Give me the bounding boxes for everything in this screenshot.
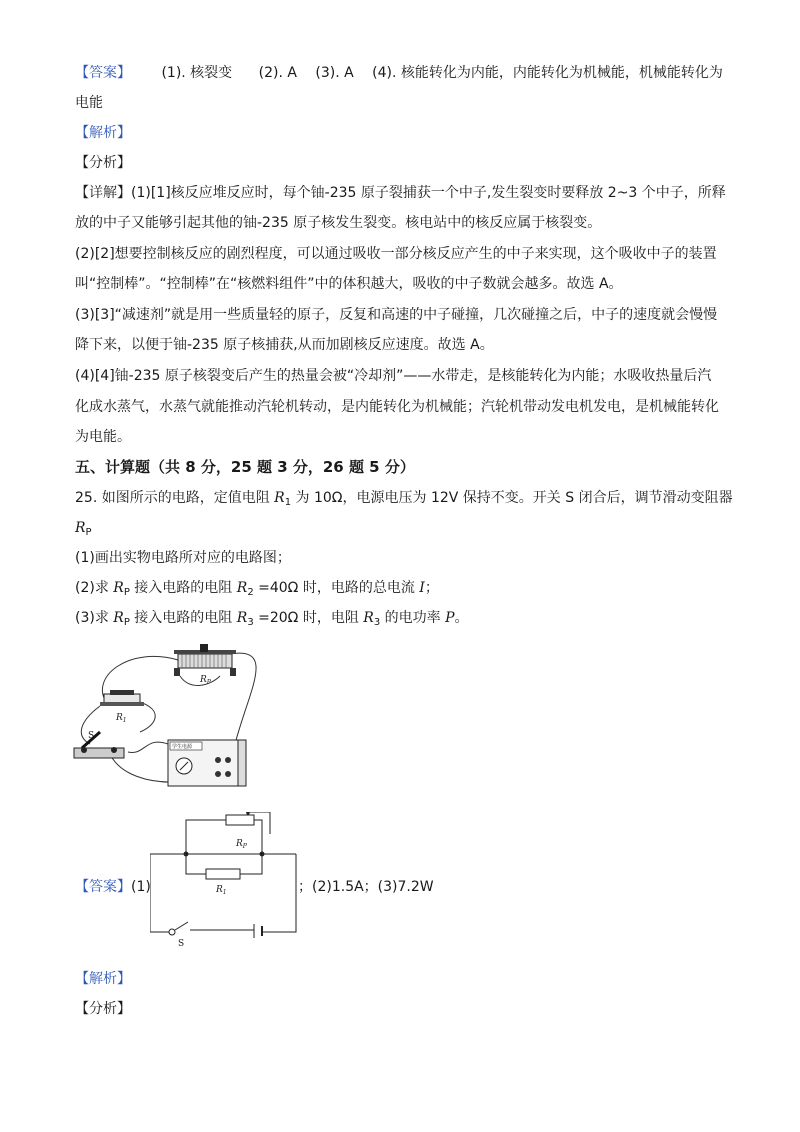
p3-c: =20Ω 时，电阻	[253, 610, 364, 626]
switch-symbol	[169, 929, 175, 935]
var-r: R	[363, 610, 374, 626]
analysis-tag-2: 【解析】	[75, 971, 131, 987]
var-r: R	[236, 580, 248, 596]
detail-line-6: 降下来，以便于铀-235 原子核捕获,从而加剧核反应速度。故选 A。	[75, 337, 494, 353]
p3-d: 的电功率	[380, 610, 446, 626]
detail-line-5: (3)[3]“减速剂”就是用一些质量轻的原子，反复和高速的中子碰撞，几次碰撞之后，中子的速度就会慢慢	[75, 307, 718, 323]
answer-4: (4). 核能转化为内能，内能转化为机械能，机械能转化为	[372, 65, 723, 81]
detail-line-7: (4)[4]铀-235 原子核裂变后产生的热量会被“冷却剂”——水带走，是核能转化为内能；水吸收热量后汽	[75, 368, 712, 384]
circuit-schematic	[150, 812, 298, 948]
s-label: S	[178, 939, 185, 948]
stem-text: 25. 如图所示的电路，定值电阻	[75, 490, 275, 506]
question-part-2	[75, 577, 735, 604]
answer-tag: 【答案】	[75, 65, 131, 81]
s-label: S	[88, 731, 95, 741]
detail-line-1	[75, 182, 735, 204]
var-i: I	[419, 580, 425, 596]
physical-circuit-figure	[70, 636, 310, 792]
p2-c: =40Ω 时，电路的总电流	[253, 580, 420, 596]
wire	[140, 702, 155, 732]
var-rp: R	[75, 520, 86, 536]
detail-line-8: 化成水蒸气，水蒸气就能推动汽轮机转动，是内能转化为机械能；汽轮机带动发电机发电，是机械能转化	[75, 399, 719, 415]
wire	[128, 742, 168, 752]
detail-line-9: 为电能。	[75, 429, 131, 445]
var-rp: R	[113, 580, 124, 596]
r1-label: $R_1$	[116, 713, 127, 724]
rheostat-rp	[174, 644, 236, 676]
r1-resistor-symbol	[206, 869, 240, 879]
detail-tag: 【详解】	[75, 185, 131, 201]
detail-text: (1)[1]核反应堆反应时，每个铀-235 原子裂捕获一个中子,发生裂变时要释放 2~3 个中子，所释	[131, 185, 726, 201]
var-r: R	[236, 610, 248, 626]
sub-1: 1	[284, 497, 292, 508]
sub-p: P	[123, 617, 130, 628]
detail-line-4: 叫“控制棒”。“控制棒”在“核燃料组件”中的体积越大，吸收的中子数就会越多。故选 A。	[75, 276, 623, 292]
sub-2: 2	[247, 587, 254, 598]
sub-p: P	[123, 587, 130, 598]
answer-3: (3). A	[315, 65, 354, 81]
resistor-r1	[100, 690, 144, 706]
answer-2: (2). A	[258, 65, 297, 81]
p3-a: (3)求	[75, 610, 114, 626]
rp-label: $R_P$	[236, 839, 247, 850]
question-stem-cont	[75, 517, 735, 544]
r1-label: $R_1$	[216, 885, 227, 896]
answer-line	[75, 62, 735, 84]
sub-p: P	[85, 527, 92, 538]
detail-line-3: (2)[2]想要控制核反应的剧烈程度，可以通过吸收一部分核反应产生的中子来实现，这个吸收中子的装置	[75, 246, 717, 262]
question-stem	[75, 487, 735, 514]
answer2-rest: ；(2)1.5A；(3)7.2W	[298, 879, 434, 895]
detail-line-2: 放的中子又能够引起其他的铀-235 原子核发生裂变。核电站中的核反应属于核裂变。	[75, 215, 602, 231]
analysis-tag: 【解析】	[75, 125, 131, 141]
stem-text-2: 为 10Ω，电源电压为 12V 保持不变。开关 S 闭合后，调节滑动变阻器	[291, 490, 733, 506]
answer-continued: 电能	[75, 95, 103, 111]
fenxi-tag: 【分析】	[75, 155, 131, 171]
rp-resistor-symbol	[226, 815, 254, 825]
var-r: R	[274, 490, 285, 506]
question-part-1: (1)画出实物电路所对应的电路图；	[75, 550, 291, 566]
sub-3: 3	[373, 617, 381, 628]
p3-e: 。	[454, 610, 469, 626]
p3-b: 接入电路的电阻	[129, 610, 237, 626]
sub-3: 3	[247, 617, 254, 628]
section-heading: 五、计算题（共 8 分，25 题 3 分，26 题 5 分）	[75, 458, 415, 476]
p2-d: ；	[424, 580, 439, 596]
answer-tag: 【答案】	[75, 879, 131, 895]
rp-label: $R_P$	[200, 675, 211, 686]
fenxi-tag-2: 【分析】	[75, 1001, 131, 1017]
var-p: P	[445, 610, 455, 626]
answer-1: (1). 核裂变	[161, 65, 233, 81]
var-rp: R	[113, 610, 124, 626]
question-part-3	[75, 607, 735, 634]
answer2-part1: (1)	[131, 879, 151, 895]
p2-a: (2)求	[75, 580, 114, 596]
source-label: 学生电源	[172, 744, 193, 750]
p2-b: 接入电路的电阻	[129, 580, 237, 596]
